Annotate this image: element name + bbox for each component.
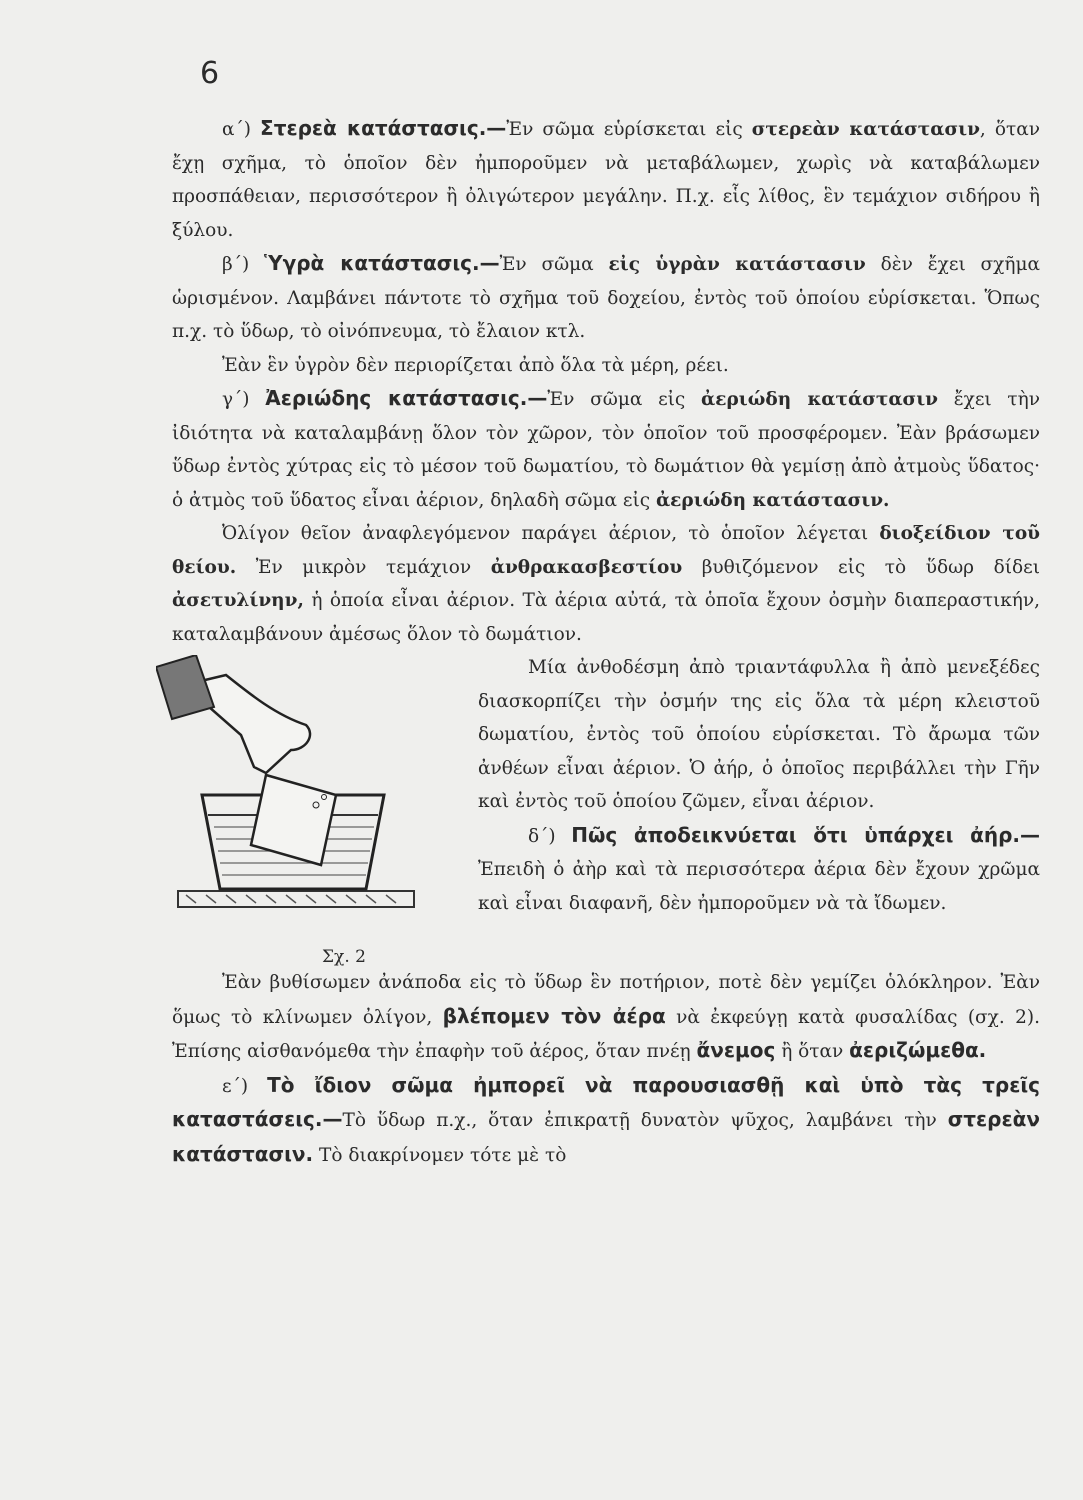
section-d-p2-text-2: νὰ ἐκφεύγῃ κατὰ φυσαλίδας (σχ. 2). Ἐπίσης αἰσθανόμεθα τὴν ἐπαφὴν τοῦ ἀέρος, ὅταν πνέῃ: [172, 1006, 1041, 1062]
section-e-bold-1: στερεὰν κατάστασιν.: [172, 1107, 1040, 1166]
section-d-p2-bold-1: βλέπομεν τὸν ἀέρα: [442, 1003, 666, 1028]
body-text: [172, 112, 1040, 1172]
section-c-p2-bold-1: διοξείδιον τοῦ θείου.: [172, 523, 1040, 578]
section-e-text-1: Τὸ ὕδωρ π.χ., ὅταν ἐπικρατῇ δυνατὸν ψῦχος, λαμβάνει τὴν: [342, 1110, 948, 1131]
section-c-p3-text: Μία ἀνθοδέσμη ἀπὸ τριαντάφυλλα ἢ ἀπὸ μενεξέδες διασκορπίζει τὴν ὀσμήν της εἰς ὅλα τὰ μέρη κλειστοῦ δωματίου, ἐντὸς τοῦ ὁποίου εὑρίσκεται. Τὸ ἄρωμα τῶν ἀνθέων εἶναι ἀέριον. Ὁ ἀήρ, ὁ ὁποῖος περιβάλλει τὴν Γῆν καὶ ἐντὸς τοῦ ὁποίου ζῶμεν, εἶναι ἀέριον.: [478, 657, 1040, 812]
section-d-text-1: Ἐπειδὴ ὁ ἀὴρ καὶ τὰ περισσότερα ἀέρια δὲν ἔχουν χρῶμα καὶ εἶναι διαφανῆ, δὲν ἠμποροῦμεν νὰ τὰ ἴδωμεν.: [478, 859, 1040, 914]
section-a-label: α΄): [222, 119, 251, 140]
section-d-heading: Πῶς ἀποδεικνύεται ὅτι ὑπάρχει ἀήρ.—: [571, 822, 1040, 847]
section-c-p2-text-2: Ἐν μικρὸν τεμάχιον: [236, 556, 491, 578]
section-d-p2-text-1: Ἐὰν βυθίσωμεν ἀνάποδα εἰς τὸ ὕδωρ ἓν ποτήριον, ποτὲ δὲν γεμίζει ὁλόκληρον. Ἐὰν ὅμως τὸ κλίνωμεν ὀλίγον,: [172, 972, 1040, 1028]
section-d-label: δ΄): [528, 825, 556, 847]
section-c-p2-bold-2: ἀνθρακασβεστίου: [490, 556, 683, 578]
section-d-p2-bold-2: ἄνεμος: [696, 1038, 776, 1062]
section-a-bold-1: στερεὰν κατάστασιν: [751, 119, 980, 140]
section-c-p2-bold-3: ἀσετυλίνην,: [172, 590, 304, 611]
section-e-label: ε΄): [222, 1075, 249, 1097]
section-c-label: γ΄): [222, 389, 250, 410]
section-c-bold-1: ἀεριώδη κατάστασιν: [701, 389, 938, 410]
section-a: [172, 112, 1040, 247]
figure-2: [150, 651, 450, 966]
section-c-text-1: Ἐν σῶμα εἰς: [547, 389, 702, 410]
section-c: [172, 382, 1040, 517]
section-a-text-1: Ἐν σῶμα εὑρίσκεται εἰς: [506, 119, 752, 140]
section-e-heading: Τὸ ἴδιον σῶμα ἠμπορεῖ νὰ παρουσιασθῇ καὶ ὑπὸ τὰς τρεῖς καταστάσεις.—: [172, 1072, 1040, 1131]
section-c-heading: Ἀεριώδης κατάστασις.—: [265, 386, 548, 410]
section-d-p2-text-3: ἢ ὅταν: [775, 1041, 850, 1062]
section-a-text-2: , ὅταν ἔχῃ σχῆμα, τὸ ὁποῖον δὲν ἠμποροῦμεν νὰ μεταβάλωμεν, χωρὶς νὰ καταβάλωμεν προσπάθειαν, περισσότερον ἢ ὀλιγώτερον μεγάλην. Π.χ. εἷς λίθος, ἓν τεμάχιον σιδήρου ἢ ξύλου.: [172, 119, 1040, 241]
section-d-paragraph-2: [172, 966, 1040, 1069]
section-c-p2-text-1: Ὀλίγον θεῖον ἀναφλεγόμενον παράγει ἀέριον, τὸ ὁποῖον λέγεται: [222, 523, 880, 544]
section-d-p2-bold-3: ἀεριζώμεθα.: [849, 1038, 987, 1062]
section-c-p2-text-4: ἡ ὁποία εἶναι ἀέριον. Τὰ ἀέρια αὐτά, τὰ ὁποῖα ἔχουν ὀσμὴν διαπεραστικήν, καταλαμβάνουν ἀμέσως ὅλον τὸ δωμάτιον.: [172, 590, 1040, 645]
section-b-bold-1: εἰς ὑγρὰν κατάστασιν: [608, 254, 866, 275]
section-c-paragraph-2: [172, 517, 1040, 651]
section-c-bold-2: ἀεριώδη κατάστασιν.: [655, 489, 890, 511]
figure-caption: Σχ. 2: [322, 947, 366, 967]
section-e: [172, 1069, 1040, 1173]
section-b-heading: Ὑγρὰ κατάστασις.—: [264, 251, 500, 275]
section-c-text-2: ἔχει τὴν ἰδιότητα νὰ καταλαμβάνῃ ὅλον τὸν χῶρον, τὸν ὁποῖον τοῦ προσφέρομεν. Ἐὰν βράσωμεν ὕδωρ ἐντὸς χύτρας εἰς τὸ μέσον τοῦ δωματίου, τὸ δωμάτιον θὰ γεμίσῃ ἀπὸ ἀτμοὺς ὕδατος· ὁ ἀτμὸς τοῦ ὕδατος εἶναι ἀέριον, δηλαδὴ σῶμα εἰς: [172, 389, 1040, 511]
section-b-text-1: Ἐν σῶμα: [499, 254, 609, 275]
section-b-label: β΄): [222, 254, 250, 275]
section-b-text-2: δὲν ἔχει σχῆμα ὡρισμένον. Λαμβάνει πάντοτε τὸ σχῆμα τοῦ δοχείου, ἐντὸς τοῦ ὁποίου εὑρίσκεται. Ὅπως π.χ. τὸ ὕδωρ, τὸ οἰνόπνευμα, τὸ ἔλαιον κτλ.: [172, 254, 1040, 342]
page-number: 6: [200, 56, 220, 91]
hand-glass-in-water-illustration: [156, 655, 416, 925]
section-a-heading: Στερεὰ κατάστασις.—: [260, 116, 507, 140]
section-b-paragraph-2: Ἐὰν ἓν ὑγρὸν δὲν περιορίζεται ἀπὸ ὅλα τὰ μέρη, ρέει.: [222, 354, 729, 376]
section-c-p2-text-3: βυθιζόμενον εἰς τὸ ὕδωρ δίδει: [682, 556, 1040, 578]
section-b: [172, 247, 1040, 349]
section-e-text-2: Τὸ διακρίνομεν τότε μὲ τὸ: [313, 1144, 567, 1166]
